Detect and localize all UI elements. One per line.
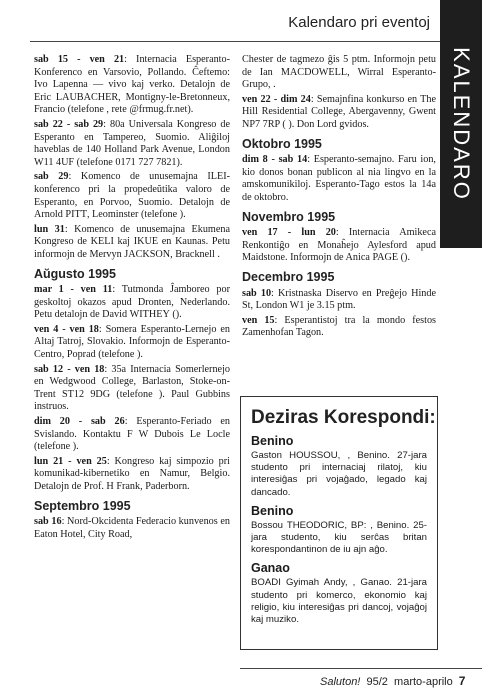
section-heading-august: Aŭgusto 1995 xyxy=(34,266,116,281)
country-heading: Ganao xyxy=(251,561,290,576)
event-item: sab 29: Komenco de unusemajna ILEI-konferenco pri la propedeŭtika valoro de Esperanto, en Porvoo, Suomio. Detalojn de Arnold PITT, Leominster (telefone ). xyxy=(34,171,230,221)
country-heading: Benino xyxy=(251,503,294,518)
section-heading-december: Decembro 1995 xyxy=(242,269,335,284)
correspondence-box xyxy=(240,396,438,650)
event-item: ven 22 - dim 24: Semajnfina konkurso en The Hill Residential College, Abergavenny, Gwent NP7 7RP ( ). Don Lord gvidos. xyxy=(242,93,437,130)
page-number: 7 xyxy=(458,674,466,688)
header-rule xyxy=(30,41,440,42)
box-title: Deziras Korespondi: xyxy=(251,407,436,428)
event-item: lun 31: Komenco de unusemajna Ekumena Kongreso de KELI kaj IKUE en Kaunas. Petu informojn de Mervyn JACKSON, Bracknell . xyxy=(34,223,230,260)
event-item: lun 21 - ven 25: Kongreso kaj simpozio pri komunikad-kibernetiko en Namur, Belgio. Detalojn de Prof. H Frank, Paderborn. xyxy=(34,455,230,492)
event-item-continued: Chester de tagmezo ĝis 5 ptm. Informojn petu de Ian MACDOWELL, Wirral Esperanto-Grupo, . xyxy=(242,54,437,91)
right-column xyxy=(242,54,436,342)
event-item: mar 1 - ven 11: Tutmonda Ĵamboreo por geskoltoj okazos apud Dronten, Nederlando. Petu detalojn de David WITHEY (). xyxy=(34,284,230,321)
section-heading-october: Oktobro 1995 xyxy=(242,136,322,151)
issue-months: marto-aprilo xyxy=(394,676,453,688)
side-tab xyxy=(440,0,482,248)
event-item: dim 8 - sab 14: Esperanto-semajno. Faru ion, kio donos bonan publicon al nia lingvo en la amskomunikiloj. Esperanto-Tago estos la 14a de oktobro. xyxy=(242,154,436,203)
correspondent-entry: BOADI Gyimah Andy, , Ganao. 21-jara studento pri komerco, ekonomio kaj religio, kiu interesiĝas pri dancoj, vojaĝoj kaj muziko. xyxy=(251,577,427,626)
event-item: dim 20 - sab 26: Esperanto-Feriado en Svislando. Kontaktu F W Dubois Le Locle (telefone ). xyxy=(34,416,230,453)
side-tab-label: KALENDARO xyxy=(449,47,474,201)
page-header xyxy=(0,0,440,44)
event-item: ven 17 - lun 20: Internacia Amikeca Renkontiĝo en Monaĥejo Aylesford apud Maidstone. Informojn de Anica PAGE (). xyxy=(242,227,436,264)
footer-rule xyxy=(240,668,482,669)
event-item: sab 16: Nord-Okcidenta Federacio kunvenos en Eaton Hotel, City Road, xyxy=(34,516,230,540)
event-item: sab 10: Kristnaska Diservo en Preĝejo Hinde St, London W1 je 3.15 ptm. xyxy=(242,287,436,312)
correspondent-entry: Bossou THEODORIC, BP: , Benino. 25-jara studento, kiu serĉas britan korespondantinon de iu ajn aĝo. xyxy=(251,519,427,556)
section-heading-november: Novembro 1995 xyxy=(242,209,336,224)
left-column xyxy=(34,54,230,543)
event-item: sab 15 - ven 21: Internacia Esperanto-Konferenco en Varsovio, Pollando. Ĉeftemo: Ivo Lapenna — vivo kaj verko. Detalojn de Eric LAUBACHER, Montigny-le-Bretonneux, Francio (telefone , rete @frmug.fr.net). xyxy=(34,54,230,116)
page-footer xyxy=(320,674,470,688)
event-item: sab 12 - ven 18: 35a Internacia Somerlernejo en Wedgwood College, Barlaston, Stoke-on-Trent ST12 9DG (telefone ). Paul Gubbins instruos. xyxy=(34,363,230,413)
event-item: ven 4 - ven 18: Somera Esperanto-Lernejo en Altaj Tatroj, Slovakio. Informojn de Esperanto-Centro, Poprad (telefone ). xyxy=(34,323,230,361)
header-title: Kalendaro pri eventoj xyxy=(288,14,430,31)
section-heading-september: Septembro 1995 xyxy=(34,498,131,513)
issue-number: 95/2 xyxy=(366,676,388,688)
correspondent-entry: Gaston HOUSSOU, , Benino. 27-jara studento pri internaciaj rilatoj, kiu interesiĝas pri vojaĝado, legado kaj dancado. xyxy=(251,450,427,498)
event-item: sab 22 - sab 29: 80a Universala Kongreso de Esperanto en Tampereo, Suomio. Aliĝiloj haveblas de 140 Holland Park Avenue, London W11 4UF (telefone 0171 727 7821). xyxy=(34,118,230,168)
magazine-name: Saluton! xyxy=(320,676,361,688)
country-heading: Benino xyxy=(251,434,294,448)
event-item: ven 15: Esperantistoj tra la mondo festos Zamenhofan Tagon. xyxy=(242,314,437,339)
